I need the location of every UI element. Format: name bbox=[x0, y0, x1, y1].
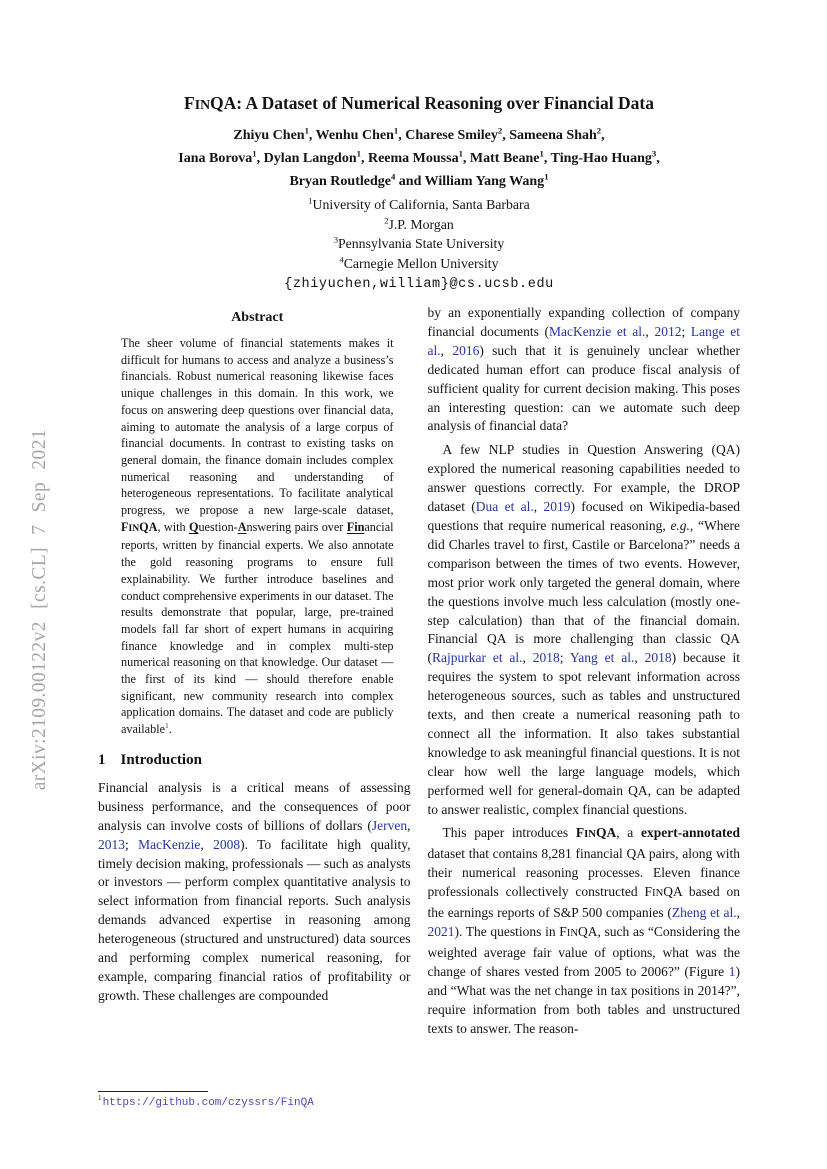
left-column bbox=[98, 304, 411, 1110]
abstract-body: The sheer volume of financial statements makes it difficult for humans to access and analyze a business’s financials. Robust numerical reasoning likewise faces unique challenges in this domain. In this work, we focus on answering deep questions over financial data, aiming to automate the analysis of a large corpus of financial documents. In contrast to existing tasks on general domain, the finance domain includes complex numerical reasoning and understanding of heterogeneous representations. To facilitate analytical progress, we propose a new large-scale dataset, FINQA, with Question-Answering pairs over Financial reports, written by financial experts. We also annotate the gold reasoning programs to ensure full explainability. We further introduce baselines and conduct comprehensive experiments in our dataset. The results demonstrate that popular, large, pre-trained models fall far short of expert humans in acquiring finance knowledge and in complex multi-step numerical reasoning on that knowledge. Our dataset — the first of its kind — should therefore enable significant, new community research into complex application domains. The dataset and code are publicly available$^1$. bbox=[121, 336, 394, 737]
section-number: 1 bbox=[98, 751, 106, 768]
paper-title: FINQA: A Dataset of Numerical Reasoning over Financial Data bbox=[183, 93, 654, 113]
right-column bbox=[428, 304, 741, 1110]
body-paragraph: This paper introduces FINQA, a expert-annotated dataset that contains 8,281 financial QA pairs, along with their numerical reasoning processes. Eleven finance professionals collectively constructed FINQA based on the earnings reports of S&P 500 companies (Zheng et al., 2021). The questions in FINQA, such as “Considering the weighted average fair value of options, what was the change of shares vested from 2005 to 2006?” (Figure 1) and “What was the net change in tax positions in 2014?”, require information from both tables and unstructured texts to answer. The reason- bbox=[427, 825, 740, 1036]
paper-content bbox=[98, 92, 740, 1110]
abstract-section bbox=[98, 304, 411, 738]
left-column-spacer bbox=[98, 1006, 411, 1085]
author-line: Bryan Routledge$^4$ and William Yang Wang$^1$ bbox=[289, 171, 549, 189]
body-paragraph: A few NLP studies in Question Answering (QA) explored the numerical reasoning capabilities needed to answer questions correctly. For example, the DROP dataset (Dua et al., 2019) focused on Wikipedia-based questions that require numerical reasoning, e.g., “Where did Charles travel to first, Castile or Barcelona?” needs a comparison between the times of two events. However, most prior work only targeted the general domain, where the questions involve much less calculation (mostly one-step calculation) than that of the financial domain. Financial QA is more challenging than classic QA (Rajpurkar et al., 2018; Yang et al., 2018) because it requires the system to spot relevant information across heterogeneous sources, such as tables and unstructured texts, and then create a numerical reasoning path to connect all the information. It also takes substantial knowledge to ask meaningful financial questions. It is not clear how well the large language models, which performed well for general-domain QA, can be adapted to answer realistic, complex financial questions. bbox=[427, 442, 740, 817]
footnote-url-link[interactable]: https://github.com/czyssrs/FinQA bbox=[102, 1097, 314, 1109]
author-emails: {zhiyuchen,william}@cs.ucsb.edu bbox=[284, 277, 554, 292]
affiliation-line: $^2$J.P. Morgan bbox=[384, 214, 454, 232]
abstract-heading: Abstract bbox=[231, 310, 284, 325]
intro-paragraph-left: Financial analysis is a critical means of assessing business performance, and the consequences of poor analysis can involve costs of billions of dollars (Jerven, 2013; MacKenzie, 2008). To facilitate high quality, timely decision making, professionals — such as analysts or investors — perform complex quantitative analysis to select information from financial reports. Such analysis demands advanced expertise in reasoning among heterogeneous (structured and unstructured) data sources and performing complex numerical reasoning, for example, comparing financial ratios of profitability or growth. These challenges are compounded bbox=[98, 779, 411, 1003]
affiliation-line: $^1$University of California, Santa Barbara bbox=[308, 195, 530, 212]
author-block bbox=[98, 124, 740, 193]
section-heading-introduction bbox=[98, 752, 411, 769]
affiliation-block bbox=[98, 195, 740, 273]
author-line: Iana Borova$^1$, Dylan Langdon$^1$, Reema Moussa$^1$, Matt Beane$^1$, Ting-Hao Huang$^3$, bbox=[178, 148, 660, 166]
affiliation-line: $^4$Carnegie Mellon University bbox=[339, 253, 499, 271]
two-column-body bbox=[98, 304, 740, 1110]
footnote-text bbox=[98, 1096, 411, 1110]
section-title: Introduction bbox=[120, 751, 202, 768]
affiliation-line: $^3$Pennsylvania State University bbox=[333, 234, 505, 251]
author-line: Zhiyu Chen$^1$, Wenhu Chen$^1$, Charese Smiley$^2$, Sameena Shah$^2$, bbox=[233, 125, 605, 143]
footnote-rule bbox=[98, 1091, 208, 1092]
arxiv-watermark: arXiv:2109.00122v2 [cs.CL] 7 Sep 2021 bbox=[29, 429, 50, 791]
arxiv-watermark-wrap bbox=[18, 320, 62, 900]
body-paragraph: by an exponentially expanding collection of company financial documents (MacKenzie et al., 2012; Lange et al., 2016) such that it is genuinely unclear whether dedicated human effort can produce fiscal analysis of sufficient quality for current decision making. This poses an interesting question: can we automate such deep analysis of financial data? bbox=[427, 305, 740, 434]
footnote-marker: 1 bbox=[98, 1094, 102, 1103]
footnote-block bbox=[98, 1091, 411, 1110]
